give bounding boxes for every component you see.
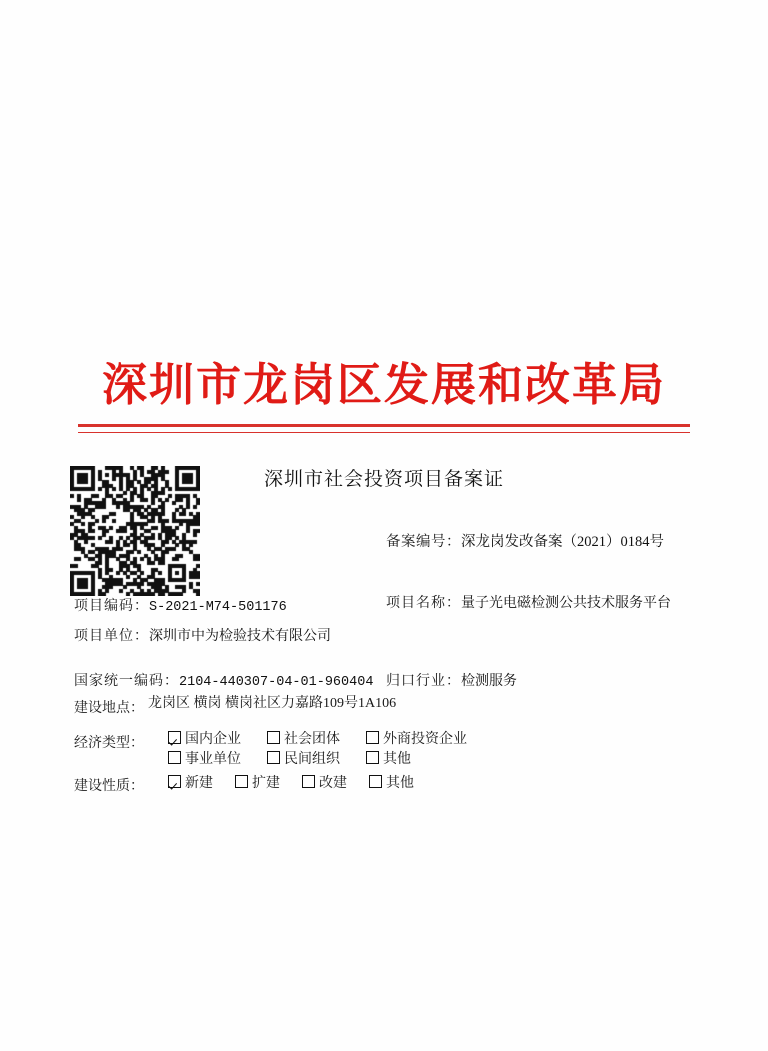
checkbox-icon[interactable] <box>369 775 382 788</box>
checkbox-label: 事业单位 <box>185 752 241 767</box>
qr-code-image <box>70 466 200 596</box>
document-subtitle: 深圳市社会投资项目备案证 <box>263 469 504 490</box>
record-number-value: 深龙岗发改备案（2021）0184号 <box>461 534 664 550</box>
checkbox-icon[interactable] <box>235 775 248 788</box>
industry-label: 归口行业： <box>386 674 461 689</box>
economy-type-option-2[interactable] <box>267 748 340 768</box>
industry-row <box>386 670 517 690</box>
economy-type-option-2[interactable] <box>267 728 340 748</box>
record-number-label: 备案编号： <box>386 534 461 550</box>
project-unit-value: 深圳市中为检验技术有限公司 <box>149 629 331 644</box>
checkbox-icon[interactable] <box>168 775 181 788</box>
checkbox-label: 外商投资企业 <box>383 732 467 747</box>
checkbox-icon[interactable] <box>366 751 379 764</box>
construction-nature-options <box>168 772 422 792</box>
economy-type-options-row-1 <box>168 728 475 748</box>
project-unit-row <box>74 625 331 645</box>
economy-type-option-3[interactable] <box>366 748 411 768</box>
checkbox-label: 其他 <box>383 752 411 767</box>
checkbox-label: 改建 <box>319 776 347 791</box>
address-value: 龙岗区 横岗 横岗社区力嘉路109号1A106 <box>148 696 397 711</box>
address-label: 建设地点： <box>74 701 144 716</box>
economy-type-options-row-2 <box>168 748 419 768</box>
national-code-label: 国家统一编码： <box>74 674 179 689</box>
project-code-label: 项目编码： <box>74 599 149 614</box>
project-code-value: S-2021-M74-501176 <box>149 600 287 615</box>
checkbox-label: 社会团体 <box>284 732 340 747</box>
checkbox-icon[interactable] <box>168 751 181 764</box>
project-name-row <box>386 592 671 612</box>
national-code-value: 2104-440307-04-01-960404 <box>179 675 374 690</box>
checkbox-icon[interactable] <box>267 751 280 764</box>
economy-type-option-1[interactable] <box>168 728 241 748</box>
project-name-label: 项目名称： <box>386 596 461 611</box>
checkbox-icon[interactable] <box>302 775 315 788</box>
checkbox-label: 民间组织 <box>284 752 340 767</box>
construction-nature-option-2[interactable] <box>235 772 280 792</box>
header-divider-thick <box>78 424 690 427</box>
economy-type-option-3[interactable] <box>366 728 467 748</box>
construction-nature-option-4[interactable] <box>369 772 414 792</box>
construction-nature-option-3[interactable] <box>302 772 347 792</box>
checkbox-icon[interactable] <box>366 731 379 744</box>
project-code-row <box>74 595 287 615</box>
economy-type-label: 经济类型： <box>74 736 144 751</box>
industry-value: 检测服务 <box>461 674 517 689</box>
record-number <box>386 530 664 551</box>
national-code-row <box>74 670 373 690</box>
checkbox-label: 扩建 <box>252 776 280 791</box>
header-divider-thin <box>78 432 690 433</box>
checkbox-icon[interactable] <box>168 731 181 744</box>
checkbox-icon[interactable] <box>267 731 280 744</box>
page-title: 深圳市龙岗区发展和改革局 <box>101 360 666 410</box>
checkbox-label: 国内企业 <box>185 732 241 747</box>
checkbox-label: 新建 <box>185 776 213 791</box>
construction-nature-option-1[interactable] <box>168 772 213 792</box>
project-name-value: 量子光电磁检测公共技术服务平台 <box>461 596 671 611</box>
checkbox-label: 其他 <box>386 776 414 791</box>
construction-nature-label: 建设性质： <box>74 779 144 794</box>
qr-code <box>70 466 200 596</box>
project-unit-label: 项目单位： <box>74 629 149 644</box>
economy-type-option-1[interactable] <box>168 748 241 768</box>
